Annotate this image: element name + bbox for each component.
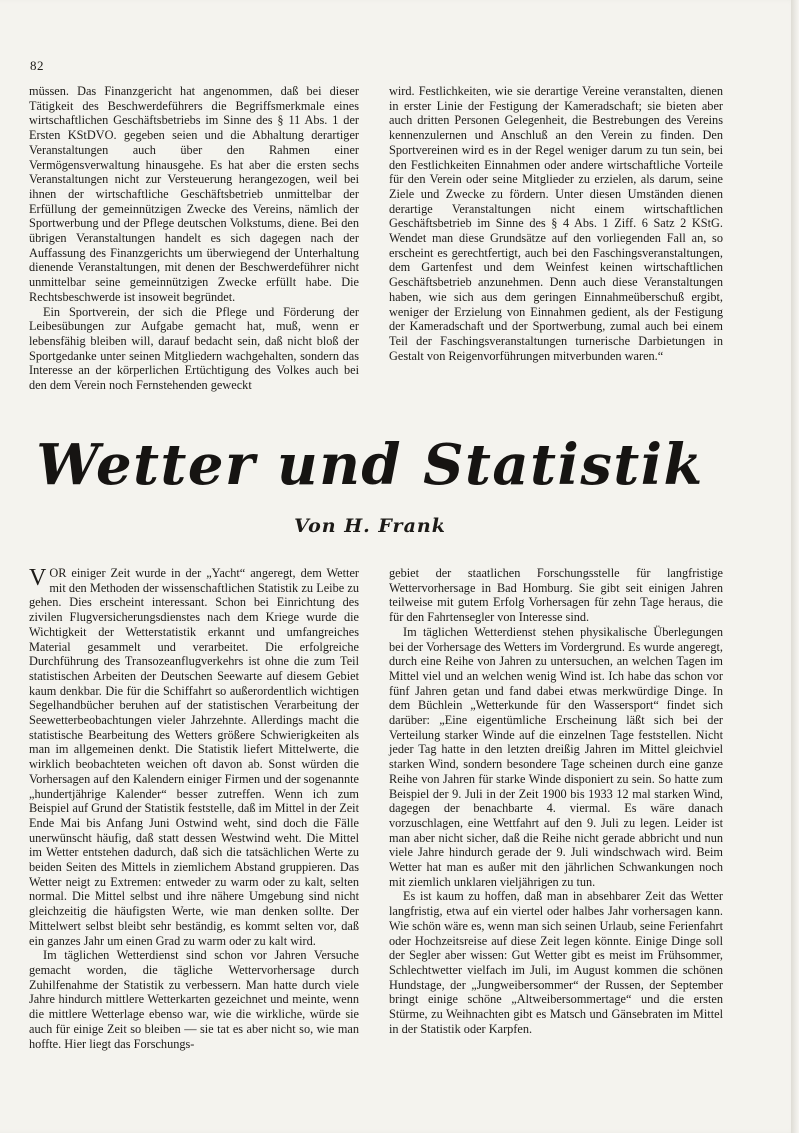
paragraph: Im täglichen Wetterdienst stehen physikalische Überlegungen bei der Vorhersage des Wetters im Vordergrund. Es wurde angeregt, durch eine Reihe von Jahren zu untersuchen, an welchen Tagen im Mittel viel und an welchen wenig Wind ist. Ich habe das schon vor fünf Jahren getan und fand dabei etwas merkwürdige Dinge. In dem Büchlein „Wetterkunde für den Wassersport“ findet sich darüber: „Eine eigentümliche Erscheinung läßt sich bei der Verteilung starker Winde auf die einzelnen Tage feststellen. Nicht jeder Tag hatte in den letzten dreißig Jahren im Mittel gleichviel starken Wind, sondern besondere Tage scheinen durch eine ganze Reihe von Jahren für starke Winde disponiert zu sein. So hatte zum Beispiel der 9. Juli in der Zeit 1900 bis 1933 12 mal starken Wind, dagegen der benachbarte 4. viermal. Es wäre danach vorzuschlagen, eine Wettfahrt auf den 9. Juli zu legen. Leider ist man aber nicht sicher, daß die Reihe nicht gerade abbricht und nun viele Jahre hindurch gerade der 9. Juli windschwach wird. Beim Wetter hat man es außer mit den jährlichen Schwankungen noch mit ziemlich unklaren vieljährigen zu tun. (389, 624, 723, 889)
article-column-left (29, 566, 359, 1051)
paragraph-text: OR einiger Zeit wurde in der „Yacht“ angeregt, dem Wetter mit den Methoden der wissenschaftlichen Statistik zu Leibe zu gehen. Dies erscheint interessant. Schon bei Einrichtung des zivilen Flugversicherungsdienstes nach dem Kriege wurde die Wichtigkeit der Wetterstatistik erkannt und umfangreiches Material gesammelt und verarbeitet. Die erfolgreiche Durchführung des Transozeanflugverkehrs ist ohne die zum Teil statistischen Arbeiten der Deutschen Seewarte auf diesem Gebiet kaum denkbar. Die für die Schiffahrt so außerordentlich wichtigen Segelhandbücher beruhen auf der statistischen Verarbeitung der Seewetterbeobachtungen vieler Jahrzehnte. Allerdings macht die statistische Bearbeitung des Wetters größere Schwierigkeiten als man im allgemeinen denkt. Die Statistik liefert Mittelwerte, die wirklich beobachteten weichen oft davon ab. Sonst würden die Vorhersagen auf den Kalendern einiger Firmen und der sogenannte „hundertjährige Kalender“ besser zutreffen. Wenn ich zum Beispiel auf Grund der Statistik feststelle, daß im Mittel in der Zeit Ende Mai bis Anfang Juni Ostwind weht, sind doch die Fälle unerwünscht häufig, daß statt dessen Westwind weht. Die Mittel im Wetter entstehen dadurch, daß sich die tatsächlichen Werte zu beiden Seiten des Mittels in ziemlichem Abstand gruppieren. Das Wetter neigt zu Extremen: entweder zu warm oder zu kalt, selten normal. Die Mittel selbst und ihre nähere Umgebung sind nicht gleichzeitig die häufigsten Werte, wie man denken sollte. Der Mittelwert selbst bleibt sehr beständig, es kommt selten vor, daß ein ganzes Jahr um einen Grad zu warm oder zu kalt wird. (29, 566, 359, 948)
page-number: 82 (30, 58, 44, 73)
paragraph: müssen. Das Finanzgericht hat angenommen, daß bei dieser Tätigkeit des Beschwerdeführers die Begriffsmerkmale eines wirtschaftlichen Geschäftsbetriebs im Sinne des § 11 Abs. 1 der Ersten KStDVO. gegeben seien und die Abhaltung derartiger Veranstaltungen auch über den Rahmen einer Vermögensverwaltung hinausgehe. Es hat aber die ersten sechs Veranstaltungen nicht zur Versteuerung herangezogen, weil bei ihnen der wirtschaftliche Geschäftsbetrieb unmittelbar der Erfüllung der gemeinnützigen Zwecke des Vereins, nämlich der Sportwerbung und der Pflege deutschen Volkstums, diene. Bei den übrigen Veranstaltungen handelt es sich dagegen nach der Auffassung des Finanzgerichts um überwiegend der Unterhaltung dienende Veranstaltungen, mit denen der Beschwerdeführer nicht unmittelbar seine gemeinnützigen Zwecke erfüllt habe. Die Rechtsbeschwerde ist insoweit begründet. (29, 84, 359, 304)
paragraph (29, 566, 359, 948)
paragraph: Ein Sportverein, der sich die Pflege und Förderung der Leibesübungen zur Aufgabe gemacht hat, muß, wenn er lebensfähig bleiben will, darauf bedacht sein, daß nicht bloß der Sportgedanke unter seinen Mitgliedern wachgehalten, sondern das Interesse an der körperlichen Ertüchtigung des Volkes auch bei den dem Verein noch Fernstehenden geweckt (29, 304, 359, 393)
column-top-right (389, 84, 723, 363)
article-column-right (389, 566, 723, 1037)
paragraph: gebiet der staatlichen Forschungsstelle für langfristige Wettervorhersage in Bad Homburg. Sie gibt seit einigen Jahren teilweise mit gutem Erfolg Vorhersagen für zehn Tage heraus, die für den Fahrtensegler von Interesse sind. (389, 566, 723, 625)
paragraph: Es ist kaum zu hoffen, daß man in absehbarer Zeit das Wetter langfristig, etwa auf ein viertel oder halbes Jahr vorhersagen kann. Wie schön wäre es, wenn man sich seinen Urlaub, seine Ferienfahrt oder Hochzeitsreise auf diese Zeit legen könnte. Einige Dinge soll der Segler aber wissen: Gut Wetter gibt es meist im Frühsommer, Schlechtwetter vielfach im Juli, im August kommen die schönen Hundstage, der „Jungweibersommer“ der Russen, der September bringt einige schöne „Altweibersommertage“ und die ersten Stürme, zu Weihnachten gibt es Matsch und Gänsebraten im Mittel in der Statistik oder Karpfen. (389, 889, 723, 1036)
paragraph: wird. Festlichkeiten, wie sie derartige Vereine veranstalten, dienen in erster Linie der Festigung der Kameradschaft; sie bieten aber auch dritten Personen Gelegenheit, die Bestrebungen des Vereins kennenzulernen und Anschluß an den Verein zu finden. Den Sportvereinen wird es in der Regel weniger darum zu tun sein, bei den Festlichkeiten Einnahmen oder andere wirtschaftliche Vorteile für den Verein oder seine Mitglieder zu erzielen, als darum, seine Ziele und Zwecke zu fördern. Unter diesen Umständen dienen derartige Veranstaltungen nicht einem wirtschaftlichen Geschäftsbetrieb im Sinne des § 4 Abs. 1 Ziff. 6 Satz 2 KStG. Wendet man diese Grundsätze auf den vorliegenden Fall an, so erscheint es gerechtfertigt, auch bei den Faschingsveranstaltungen, dem Gartenfest und dem Weinfest keinen wirtschaftlichen Geschäftsbetrieb anzunehmen. Denn auch diese Veranstaltungen haben, wie sich aus dem geringen Einnahmeüberschuß ergibt, weniger der Erzielung von Einnahmen gedient, als der Festigung der Kameradschaft und der Sportwerbung, zumal auch bei einem Teil der Faschingsveranstaltungen turnerische Darbietungen in Gestalt von Reigenvorführungen mitverbunden waren.“ (389, 84, 723, 363)
article-title: Wetter und Statistik (36, 432, 704, 498)
column-top-left (29, 84, 359, 393)
article-byline: Von H. Frank (294, 515, 446, 537)
page-edge (791, 0, 799, 1133)
paragraph: Im täglichen Wetterdienst sind schon vor Jahren Versuche gemacht worden, die tägliche Wettervorhersage durch Zuhilfenahme der Statistik zu verbessern. Man hatte durch viele Jahre hindurch mittlere Wetterkarten gezeichnet und meinte, wenn die mittlere Wetterlage ebenso war, wie die wirkliche, würde sie auch für einige Zeit so bleiben — sie tat es aber nicht so, wie man hoffte. Hier liegt das Forschungs- (29, 948, 359, 1051)
drop-cap: V (29, 565, 47, 591)
